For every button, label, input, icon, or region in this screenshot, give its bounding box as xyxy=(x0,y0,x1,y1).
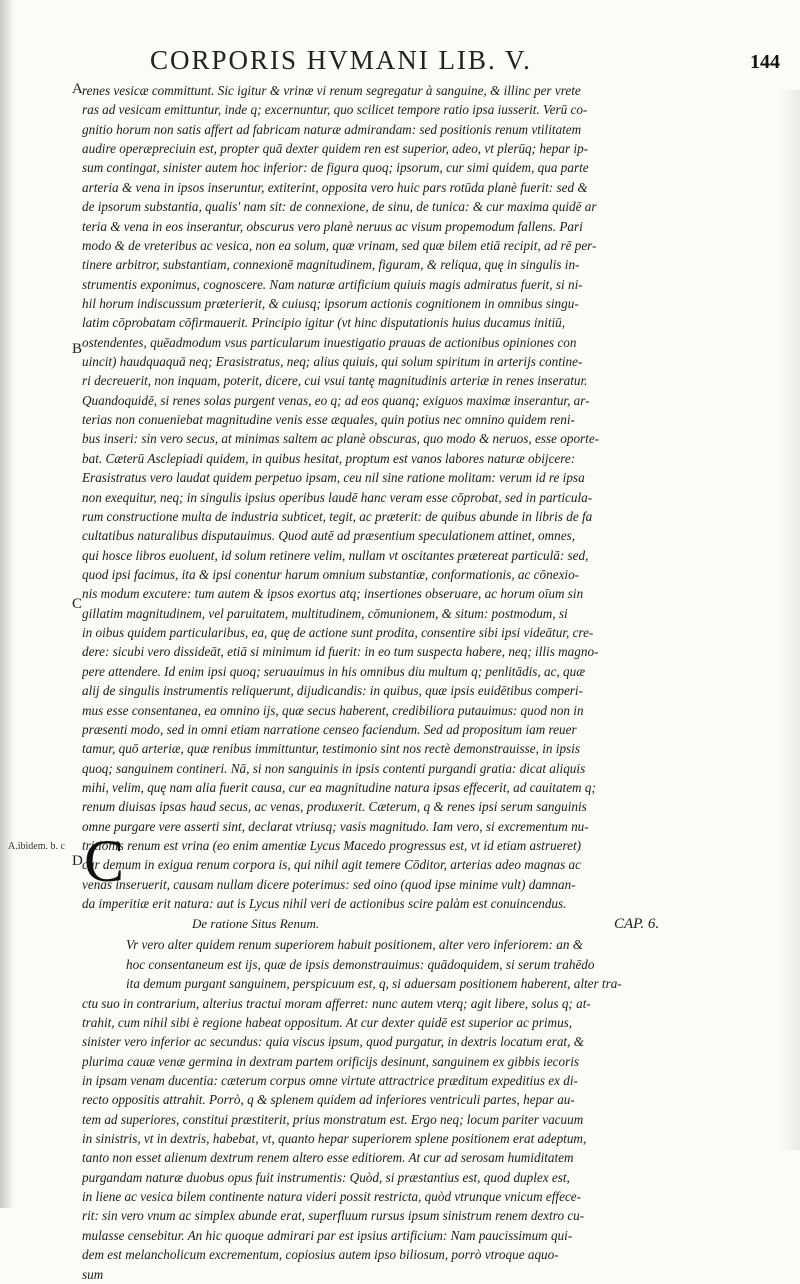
text-line: nis modum excutere: tum autem & ipsos exortus atq; insertiones obseruare, ac horum oīum sin xyxy=(82,586,584,602)
text-line: renum diuisas ipsas haud secus, ac venas, produxerit. Cæterum, q & renes ipsi serum sanguinis xyxy=(82,799,587,815)
text-line: dem est melancholicum excrementum, copiosius autem ipso biliosum, porrò vtroque aquo- xyxy=(82,1247,559,1263)
page-header xyxy=(150,45,780,79)
text-line: Vr vero alter quidem renum superiorem habuit positionem, alter vero inferiorem: an & xyxy=(126,937,583,953)
text-line: teria & vena in eos inserantur, obscurus vero planè neruus ac visum propemodum fallens. Pari xyxy=(82,218,583,234)
text-line: Erasistratus vero laudat quidem perpetuo ipsam, ceu nil sine ratione molitam: verum id re ipsa xyxy=(82,470,585,486)
text-line: alij de singulis instrumentis reliquerunt, dijudicandis: in quibus, quæ ipsis euidētibus comperi- xyxy=(82,683,583,699)
margin-letter-b: B xyxy=(72,341,83,357)
text-line: præsenti modo, sed in omni etiam narratione censeo faciendum. Sed ad propositum iam reuer xyxy=(82,721,577,737)
text-line: uincit) haudquaquā neq; Erasistratus, neq; alius quiuis, qui solum spiritum in arterijs contine- xyxy=(82,354,583,370)
text-line: arteria & vena in ipsos inseruntur, extiterint, opposita vero huic pars rotūda planè fuerit: sed & xyxy=(82,179,588,195)
text-line: pere attendere. Id enim ipsi quoq; seruauimus in his omnibus diu multum q; penlitādis, ac, quæ xyxy=(82,663,586,679)
text-line: in liene ac vesica bilem continente natura videri possit restricta, quòd vtrunque vnicum effece- xyxy=(82,1189,582,1205)
text-line: sum xyxy=(82,1266,104,1282)
section-title: De ratione Situs Renum. xyxy=(192,916,320,932)
text-line: ri decreuerit, non inquam, poterit, dicere, cui vsui tantę magnitudinis arteriæ in renes inseratur. xyxy=(82,373,588,389)
text-line: ostendentes, quēadmodum vsus particularum inuestigatio prauas de actionibus opiniones con xyxy=(82,334,577,350)
text-line: gillatim magnitudinem, vel paruitatem, multitudinem, cōmunionem, & situm: postmodum, si xyxy=(82,605,568,621)
text-line: venas inseruerit, causam nullam dicere poterimus: sed oino (quod ipse minime vult) damnan- xyxy=(82,876,576,892)
text-line: quod ipsi facimus, ita & ipsi conentur harum omnium substantiæ, conformationis, ac cōnexio- xyxy=(82,566,580,582)
text-line: Quandoquidē, si renes solas purgent venas, eo q; ad eos quanq; exiguos maximæ inserantur, ar- xyxy=(82,392,590,408)
margin-letter-c: C xyxy=(72,596,83,612)
text-line: recto oppositis attrahit. Porrò, q & splenem quidem ad inferiores ventriculi partes, hepar au- xyxy=(82,1092,575,1108)
text-line: tanto non esset alienum dextrum renem altero esse editiorem. At cur ad serosam humiditatem xyxy=(82,1150,574,1166)
text-line: trahit, cum nihil sibi è regione habeat oppositum. At cur dexter quidē est superior ac primus, xyxy=(82,1014,573,1030)
chapter-heading xyxy=(82,913,790,935)
text-line: in oibus quidem particularibus, ea, quę de actione sunt prodita, consentire sibi ipsi videātur, cre- xyxy=(82,625,594,641)
text-line: bat. Cæterū Asclepiadi quidem, in quibus hesitat, proptum est vanos labores naturæ obijcere: xyxy=(82,450,576,466)
text-line: bus inseri: sin vero secus, at minimas saltem ac planè obscuras, quo modo & neruos, esse oporte- xyxy=(82,431,600,447)
text-line: tamur, quō arteriæ, quæ renibus immittuntur, testimonio sint nos rectè demonstrauisse, in ipsis xyxy=(82,741,580,757)
text-line: tritionis renum est vrina (eo enim amentiæ Lycus Macedo progressus est, vt id etiam astrueret) xyxy=(82,838,582,854)
text-line: rum constructione multa de industria subticet, tegit, ac præterit: de quibus abunde in libris de fa xyxy=(82,508,593,524)
text-line: cultatibus naturalibus disputauimus. Quod autē ad præsentium speculationem attinet, omnes, xyxy=(82,528,576,544)
text-line: ras ad vesicam emittuntur, inde q; excernuntur, quo scilicet tempore ratio ipsa iusserit. Verū co- xyxy=(82,102,588,118)
text-line: gnitio horum non satis affert ad fabricam naturæ admirandam: sed positionis renum vtilitatem xyxy=(82,121,582,137)
text-line: mihi, velim, quę nam alia fuerit causa, cur ea magnitudine natura ipsas effecerit, ad cauitatem q; xyxy=(82,779,596,795)
text-line: renes vesicæ committunt. Sic igitur & vrinæ vi renum segregatur à sanguine, & illinc per vrete xyxy=(82,83,581,98)
text-line: purgandam naturæ duobus opus fuit instrumentis: Quòd, si præstantius est, quod duplex est, xyxy=(82,1169,570,1185)
text-line: hoc consentaneum est ijs, quæ de ipsis demonstrauimus: quādoquidem, si serum trahēdo xyxy=(126,956,595,972)
text-line: strumentis exponimus, cognoscere. Nam naturæ artificium quiuis magis admiratus fuerit, si ni- xyxy=(82,276,583,292)
text-line: rit: sin vero vnum ac simplex abunde erat, superfluum rursus ipsum sinistrum renem dextro cu- xyxy=(82,1208,585,1224)
text-line: ctu suo in contrarium, alterius tractui moram afferret: nunc autem vterq; agit libere, solus q; at- xyxy=(82,995,591,1011)
margin-letter-a: A xyxy=(72,81,83,97)
text-line: mulasse censebitur. An hic quoque admirari par est ipsius artificium: Nam paucissimum qui- xyxy=(82,1227,573,1243)
text-line: dere: sicubi vero dissideāt, etiā si minimum id fuerit: in eo tum suspecta habere, neq; illis magno- xyxy=(82,644,599,660)
margin-letter-d: D xyxy=(72,853,83,869)
text-line: hil horum indiscussum præterierit, & cuiusq; ipsorum actionis cognitionem in omnibus singu- xyxy=(82,295,579,311)
text-line: cur demum in exigua renum corpora is, qui nihil agit temere Cōditor, arterias adeo magnas ac xyxy=(82,857,582,873)
margin-note: A.ibidem. b. c xyxy=(8,841,65,852)
text-line: audire operæpreciuin est, propter quā dexter quidem ren est superior, adeo, vt plerūq; hepar ip- xyxy=(82,141,589,157)
text-line: terias non conueniebat magnitudine venis esse æquales, quin potius nec omnino quidem reni- xyxy=(82,412,575,428)
text-line: modo & de vreteribus ac vesica, non ea solum, quæ vrinam, sed quæ bilem etiā recipit, ad rē per- xyxy=(82,237,597,253)
running-title: CORPORIS HVMANI LIB. V. xyxy=(150,45,532,75)
page-number: 144 xyxy=(750,51,780,73)
text-line: da imperitiæ erit natura: aut is Lycus nihil veri de actionibus scire palàm est conuincendus. xyxy=(82,896,567,912)
text-line: in sinistris, vt in dextris, habebat, vt, quanto hepar superiorem splene positionem erat adeptum, xyxy=(82,1131,587,1147)
text-line: plurima cauæ venæ germina in dextram partem orificijs desinunt, sanguinem ex gibbis iecoris xyxy=(82,1053,580,1069)
chapter-number: CAP. 6. xyxy=(614,916,660,933)
text-line: sinister vero inferior ac secundus: quia viscus ipsum, quod purgatur, in dextris locatum erat, & xyxy=(82,1034,584,1050)
text-line: ita demum purgant sanguinem, perspicuum est, q, si aduersam positionem haberent, alter tra- xyxy=(126,976,622,992)
main-text xyxy=(82,81,790,913)
gutter-shadow xyxy=(0,0,14,1208)
text-line: qui hosce libros euoluent, id solum retinere velim, nullam vt oscitantes prætereat particulā: sed, xyxy=(82,547,589,563)
text-line: sum contingat, sinister autem hoc inferior: de figura quoq; ipsorum, cur simi quidem, qua parte xyxy=(82,160,589,176)
text-line: tinere arbitror, substantiam, connexionē magnitudinem, figuram, & reliqua, quę in singulis in- xyxy=(82,257,580,273)
text-line: mus esse consentanea, ea omnino ijs, quæ secus haberent, credibiliora putauimus: quod non in xyxy=(82,702,584,718)
chapter-text xyxy=(82,935,790,1283)
drop-cap: C xyxy=(84,828,125,894)
text-line: non exequitur, neq; in singulis ipsius operibus laudē hanc veram esse cōprobat, sed in particula- xyxy=(82,489,593,505)
text-line: latim cōprobatam cōfirmauerit. Principio igitur (vt hinc disputationis huius ducamus initiū, xyxy=(82,315,566,331)
text-line: quoq; sanguinem contineri. Nā, si non sanguinis in ipsis contenti purgandi gratia: dicat aliquis xyxy=(82,760,586,776)
text-line: de ipsorum substantia, qualis' nam sit: de connexione, de sinu, de tunica: & cur maxima quidē ar xyxy=(82,199,597,215)
text-line: tem ad superiores, constitui præstiterit, prius monstratum est. Ergo neq; locum pariter vacuum xyxy=(82,1111,584,1127)
text-line: omne purgare vere asserti sint, declarat vtriusq; vasis magnitudo. Iam vero, si excrementum nu- xyxy=(82,818,589,834)
body-text xyxy=(82,81,790,1284)
text-line: in ipsam venam ducentia: cæterum corpus omne virtute attractrice præditum expeditius ex di- xyxy=(82,1072,578,1088)
